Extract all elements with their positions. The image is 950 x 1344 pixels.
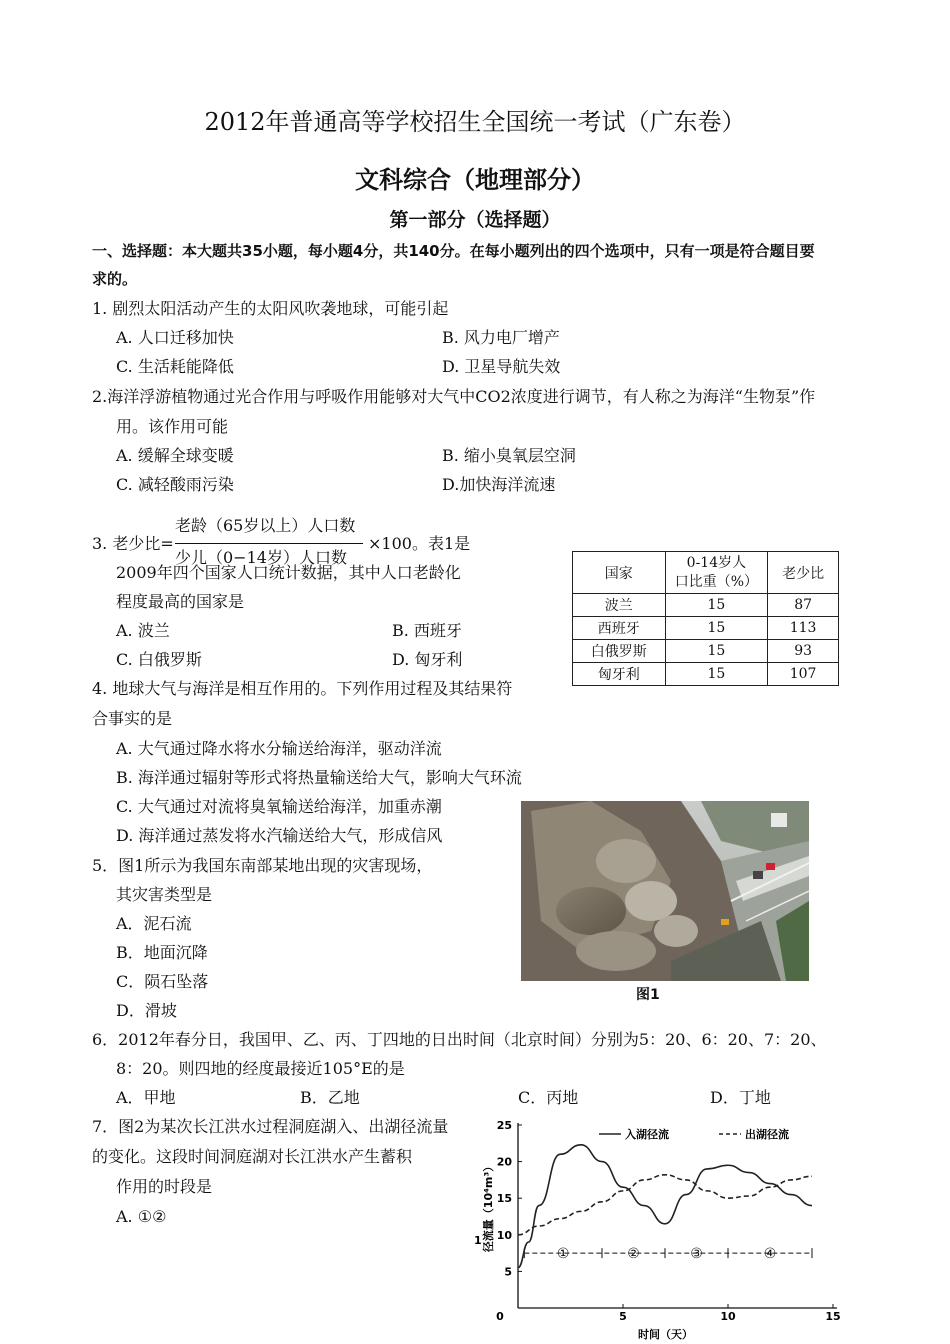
part-title: 第一部分（选择题） (389, 209, 561, 231)
y-tick-label: 25 (496, 1119, 512, 1132)
population-table (572, 551, 839, 686)
q5-option-b: B．地面沉降 (116, 943, 208, 962)
q2-stem-line1: 2.海洋浮游植物通过光合作用与呼吸作用能够对大气中CO2浓度进行调节，有人称之为海洋“生物泵”作 (92, 387, 816, 406)
instructions-line1: 一、选择题：本大题共35小题，每小题4分，共140分。在每小题列出的四个选项中，只有一项是符合题目要 (92, 242, 815, 260)
q4-stem-line1: 4. 地球大气与海洋是相互作用的。下列作用过程及其结果符 (92, 679, 513, 698)
y-tick-label: 20 (496, 1155, 512, 1169)
q7-stem-line3: 作用的时段是 (116, 1177, 213, 1196)
chart-legend (599, 1127, 789, 1141)
table-cell: 匈牙利 (573, 663, 666, 686)
q1-option-b: B. 风力电厂增产 (442, 328, 560, 347)
q7-stem-line1: 7．图2为某次长江洪水过程洞庭湖入、出湖径流量 (92, 1117, 449, 1136)
period-label: ① (556, 1246, 570, 1263)
y-tick-label: 10 (496, 1228, 512, 1242)
table-cell: 87 (768, 594, 839, 617)
q4-stem-line2: 合事实的是 (92, 709, 173, 728)
x-tick-label: 5 (619, 1310, 627, 1323)
q3-stem-line3: 程度最高的国家是 (116, 592, 245, 611)
exam-title: 2012年普通高等学校招生全国统一考试（广东卷） (204, 108, 746, 136)
q6-stem-line1: 6．2012年春分日，我国甲、乙、丙、丁四地的日出时间（北京时间）分别为5：20、6：20、7：20、 (92, 1030, 827, 1049)
y-tick-label: 5 (504, 1265, 512, 1279)
period-label: ③ (690, 1246, 703, 1263)
q2-option-d: D.加快海洋流速 (442, 475, 556, 494)
q6-option-c: C．丙地 (518, 1088, 579, 1107)
q5-stem-line2: 其灾害类型是 (116, 885, 213, 904)
q7-option-a: A. ①② (116, 1207, 167, 1226)
runoff-chart (462, 1110, 882, 1344)
q3-prefix: 3. 老少比= (92, 534, 174, 553)
q3-suffix: ×100。表1是 (368, 534, 471, 553)
stray-label: 1 (474, 1234, 482, 1247)
q2-option-b: B. 缩小臭氧层空洞 (442, 446, 576, 465)
landslide-photo-illustration (521, 801, 809, 981)
q4-option-d: D. 海洋通过蒸发将水汽输送给大气，形成信风 (116, 826, 443, 845)
table-cell: 15 (665, 594, 768, 617)
q5-option-a: A．泥石流 (116, 914, 192, 933)
table-row (573, 594, 839, 617)
chart-ticks (496, 1119, 840, 1323)
table-cell: 15 (665, 663, 768, 686)
table-cell: 15 (665, 617, 768, 640)
instructions-line2: 求的。 (92, 270, 138, 288)
x-tick-label: 10 (720, 1310, 736, 1323)
y-tick-label: 15 (496, 1192, 512, 1206)
table-header-child-share (665, 552, 768, 594)
legend-label: 入湖径流 (625, 1128, 669, 1141)
subject-title: 文科综合（地理部分） (355, 166, 595, 194)
q3-option-d: D. 匈牙利 (392, 650, 463, 669)
table-cell: 波兰 (573, 594, 666, 617)
q6-stem-line2: 8：20。则四地的经度最接近105°E的是 (116, 1059, 405, 1078)
period-label: ② (627, 1246, 640, 1263)
legend-label: 出湖径流 (745, 1128, 789, 1141)
chart-periods (524, 1246, 812, 1262)
table-header-country: 国家 (573, 552, 666, 594)
table-header-child-share-line2: 口比重（%） (674, 573, 759, 590)
table-row (573, 640, 839, 663)
table-header-child-share-line1: 0-14岁人 (686, 554, 747, 571)
q4-option-c: C. 大气通过对流将臭氧输送给海洋，加重赤潮 (116, 797, 442, 816)
x-tick-label: 15 (825, 1310, 841, 1323)
q7-stem-line2: 的变化。这段时间洞庭湖对长江洪水产生蓄积 (92, 1147, 413, 1166)
q2-option-a: A. 缓解全球变暖 (116, 446, 234, 465)
q5-stem-line1: 5．图1所示为我国东南部某地出现的灾害现场， (92, 856, 433, 875)
q1-option-c: C. 生活耗能降低 (116, 357, 234, 376)
q3-option-b: B. 西班牙 (392, 621, 462, 640)
q3-numerator: 老龄（65岁以上）人口数 (175, 516, 356, 535)
table-cell: 西班牙 (573, 617, 666, 640)
table-row (573, 617, 839, 640)
q6-option-d: D．丁地 (710, 1088, 771, 1107)
q1-option-d: D. 卫星导航失效 (442, 357, 561, 376)
table-row (573, 663, 839, 686)
chart-labels (474, 1161, 693, 1341)
chart-axes (518, 1123, 837, 1308)
y-axis-label: 径流量（10⁴m³） (482, 1160, 495, 1253)
table-cell: 107 (768, 663, 839, 686)
table-cell: 白俄罗斯 (573, 640, 666, 663)
q4-option-a: A. 大气通过降水将水分输送给海洋，驱动洋流 (116, 739, 442, 758)
q6-option-a: A．甲地 (116, 1088, 176, 1107)
q2-stem-line2: 用。该作用可能 (116, 417, 229, 436)
table-header-ratio: 老少比 (768, 552, 839, 594)
q3-stem-line2: 2009年四个国家人口统计数据，其中人口老龄化 (116, 563, 461, 582)
q3-option-c: C. 白俄罗斯 (116, 650, 202, 669)
q5-option-c: C．陨石坠落 (116, 972, 209, 991)
period-label: ④ (763, 1246, 777, 1263)
q3-denominator: 少儿（0−14岁）人口数 (175, 548, 347, 567)
q3-option-a: A. 波兰 (116, 621, 170, 640)
x-tick-label: 0 (496, 1310, 504, 1323)
q1-option-a: A. 人口迁移加快 (116, 328, 234, 347)
table-cell: 15 (665, 640, 768, 663)
q6-option-b: B．乙地 (300, 1088, 360, 1107)
fraction-line (175, 543, 363, 544)
table-cell: 93 (768, 640, 839, 663)
x-axis-label: 时间（天） (638, 1328, 693, 1341)
table-cell: 113 (768, 617, 839, 640)
figure1-caption: 图1 (636, 987, 660, 1003)
q5-option-d: D．滑坡 (116, 1001, 177, 1020)
q2-option-c: C. 减轻酸雨污染 (116, 475, 234, 494)
landslide-photo (521, 801, 809, 981)
q1-stem: 1. 剧烈太阳活动产生的太阳风吹袭地球，可能引起 (92, 299, 449, 318)
q4-option-b: B. 海洋通过辐射等形式将热量输送给大气，影响大气环流 (116, 768, 522, 787)
